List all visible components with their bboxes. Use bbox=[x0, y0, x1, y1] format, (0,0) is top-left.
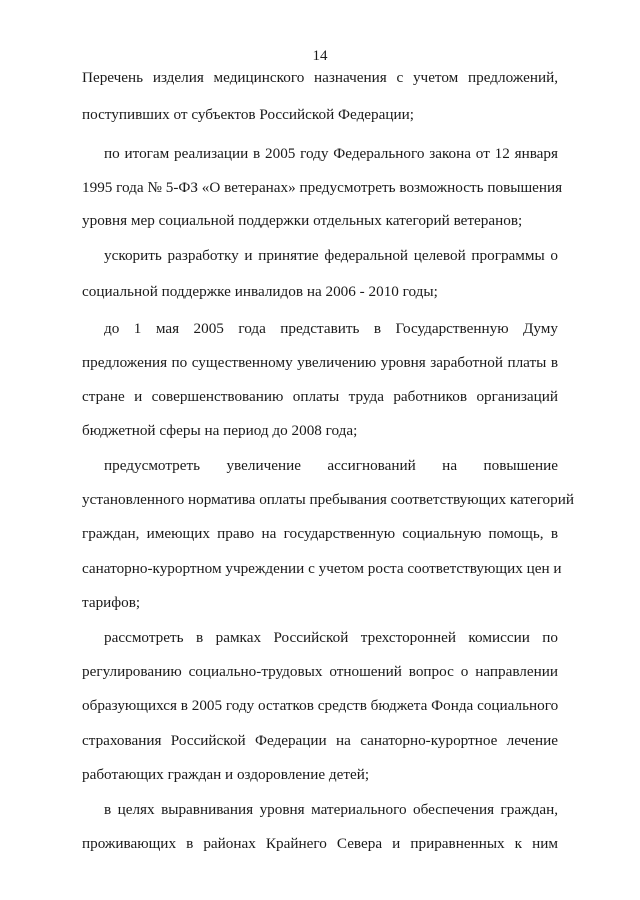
text-line: страхования Российской Федерации на санаторно-курортное лечение bbox=[82, 732, 558, 749]
text-line: санаторно-курортном учреждении с учетом роста соответствующих цен и bbox=[82, 560, 562, 577]
text-line: проживающих в районах Крайнего Севера и приравненных к ним bbox=[82, 835, 558, 852]
text-line: по итогам реализации в 2005 году Федерального закона от 12 января bbox=[104, 145, 558, 162]
text-line: предусмотреть увеличение ассигнований на повышение bbox=[104, 457, 558, 474]
text-line: до 1 мая 2005 года представить в Государственную Думу bbox=[104, 320, 558, 337]
text-line: предложения по существенному увеличению уровня заработной платы в bbox=[82, 354, 558, 371]
text-line: регулированию социально-трудовых отношений вопрос о направлении bbox=[82, 663, 558, 680]
text-line: граждан, имеющих право на государственную социальную помощь, в bbox=[82, 525, 558, 542]
text-line: ускорить разработку и принятие федеральной целевой программы о bbox=[104, 247, 558, 264]
text-line: Перечень изделия медицинского назначения с учетом предложений, bbox=[82, 69, 558, 86]
text-line: образующихся в 2005 году остатков средств бюджета Фонда социального bbox=[82, 697, 559, 714]
text-line: установленного норматива оплаты пребывания соответствующих категорий bbox=[82, 491, 575, 508]
text-line: в целях выравнивания уровня материального обеспечения граждан, bbox=[104, 801, 558, 818]
page-number: 14 bbox=[312, 48, 328, 64]
text-line: поступивших от субъектов Российской Федерации; bbox=[82, 106, 414, 123]
text-line: социальной поддержке инвалидов на 2006 - 2010 годы; bbox=[82, 283, 438, 300]
text-line: уровня мер социальной поддержки отдельных категорий ветеранов; bbox=[82, 212, 523, 229]
text-line: стране и совершенствованию оплаты труда работников организаций bbox=[82, 388, 558, 405]
text-line: рассмотреть в рамках Российской трехсторонней комиссии по bbox=[104, 629, 558, 646]
text-line: тарифов; bbox=[82, 594, 141, 611]
text-line: 1995 года № 5-ФЗ «О ветеранах» предусмотреть возможность повышения bbox=[82, 179, 563, 196]
text-line: бюджетной сферы на период до 2008 года; bbox=[82, 422, 358, 439]
text-line: работающих граждан и оздоровление детей; bbox=[82, 766, 370, 783]
